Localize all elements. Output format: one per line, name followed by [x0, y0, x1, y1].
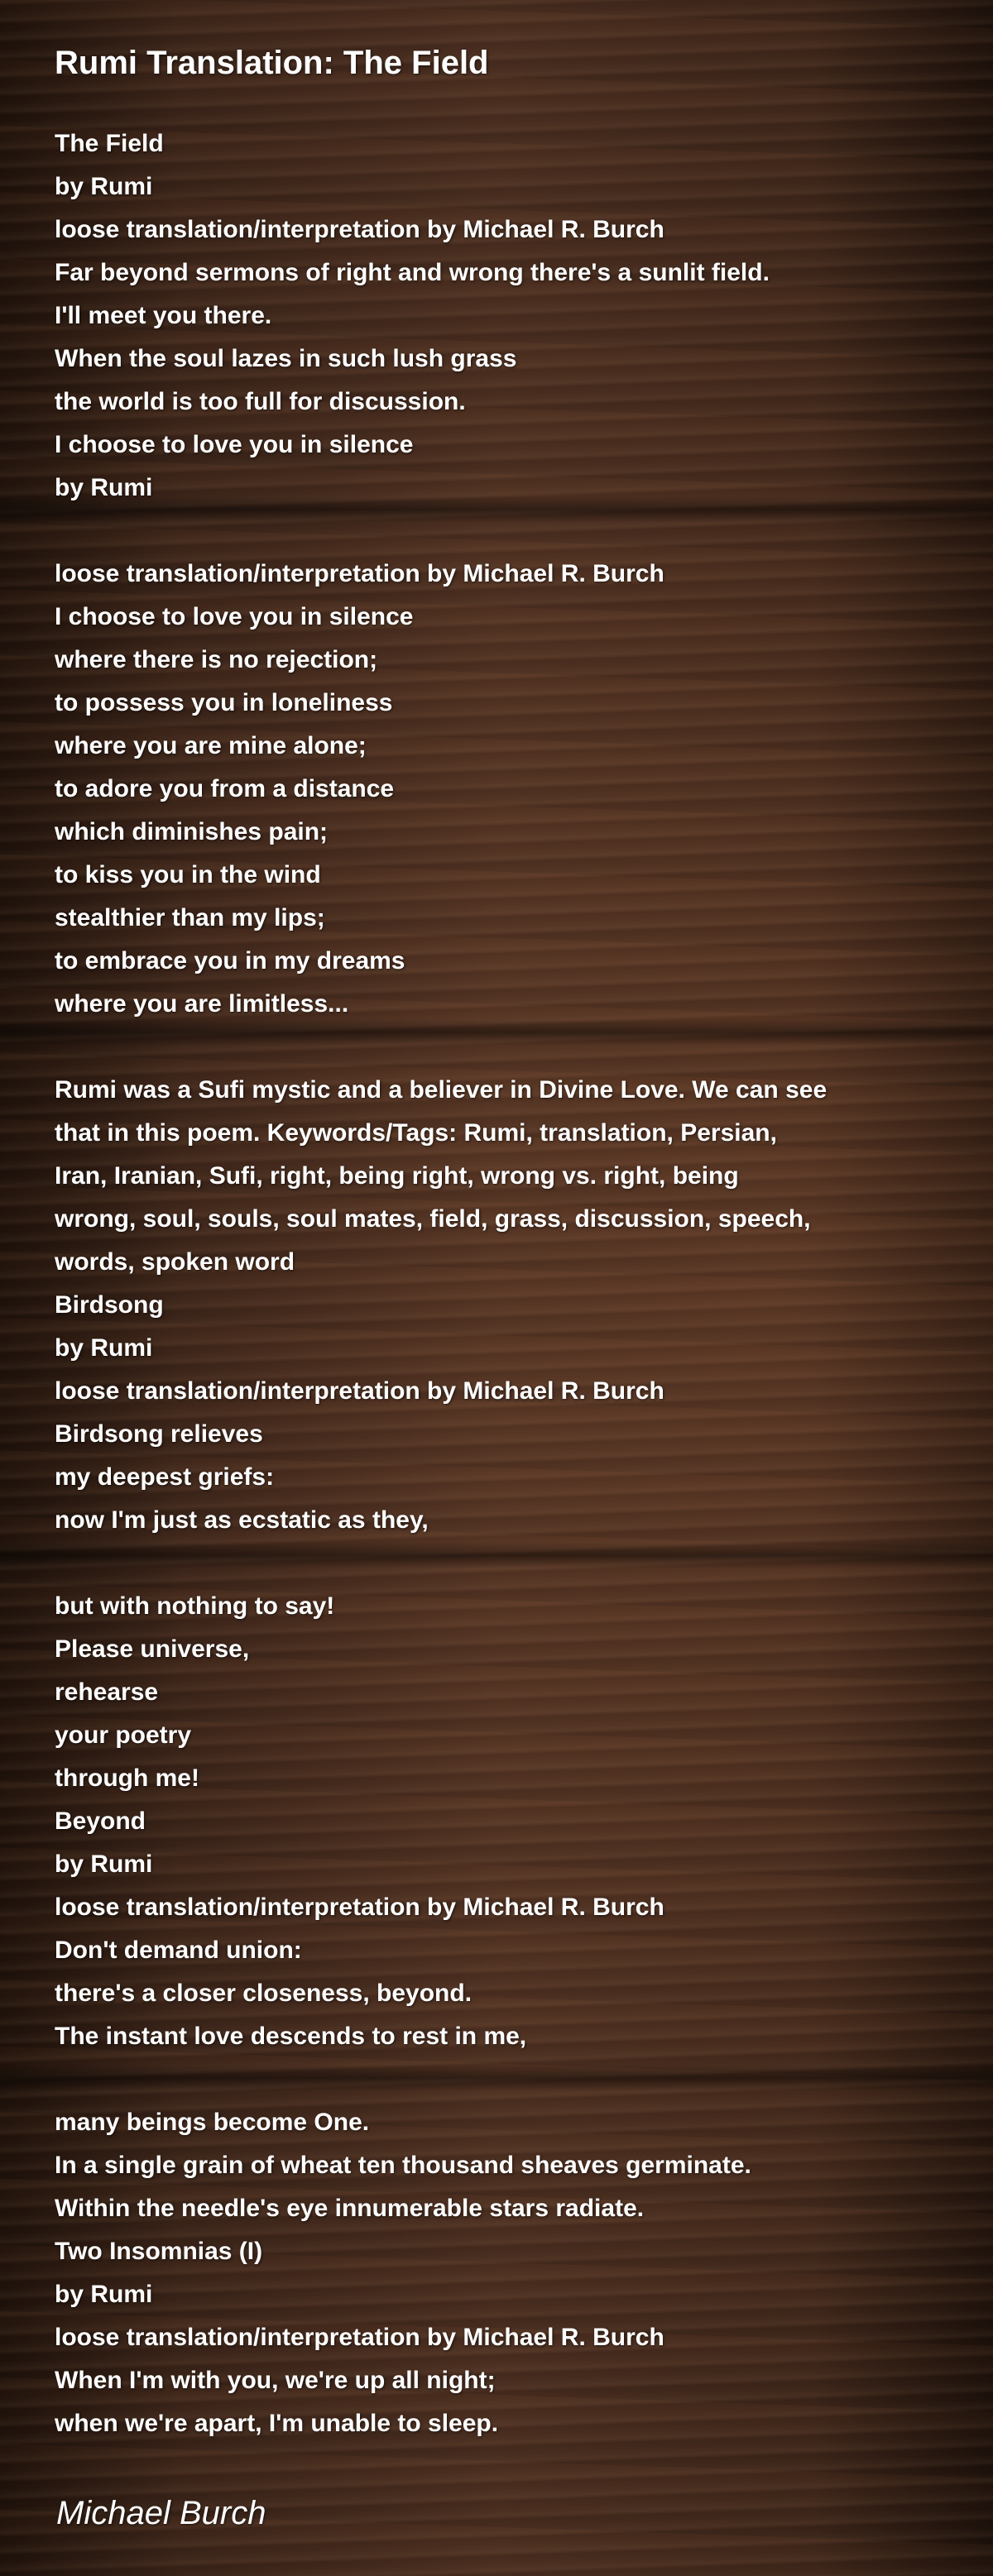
- poem-line: I choose to love you in silence: [55, 431, 414, 458]
- poem-line: but with nothing to say!: [55, 1592, 335, 1620]
- poem-line: your poetry: [55, 1721, 192, 1749]
- poem-line: loose translation/interpretation by Michael R. Burch: [55, 560, 664, 587]
- poem-line: to kiss you in the wind: [55, 861, 321, 888]
- poem-line: In a single grain of wheat ten thousand sheaves germinate.: [55, 2152, 751, 2179]
- poem-line: rehearse: [55, 1678, 159, 1706]
- poem-line: When I'm with you, we're up all night;: [55, 2367, 496, 2394]
- poem-line: now I'm just as ecstatic as they,: [55, 1506, 429, 1534]
- poem-line: to adore you from a distance: [55, 775, 395, 802]
- poem-line: Birdsong: [55, 1291, 164, 1319]
- poem-line: I'll meet you there.: [55, 302, 272, 329]
- poem-line: Far beyond sermons of right and wrong there's a sunlit field.: [55, 259, 770, 286]
- poem-line: Within the needle's eye innumerable stars radiate.: [55, 2195, 645, 2222]
- poem-line: loose translation/interpretation by Michael R. Burch: [55, 216, 664, 243]
- author-signature: Michael Burch: [56, 2495, 266, 2531]
- poem-line: there's a closer closeness, beyond.: [55, 1980, 473, 2007]
- poem-line: loose translation/interpretation by Michael R. Burch: [55, 1377, 664, 1405]
- poem-line: by Rumi: [55, 474, 153, 501]
- poem-line: wrong, soul, souls, soul mates, field, grass, discussion, speech,: [55, 1205, 811, 1233]
- poem-line: by Rumi: [55, 1851, 153, 1878]
- poem-line: where you are limitless...: [55, 990, 349, 1017]
- poem-line: The Field: [55, 130, 164, 157]
- poem-line: where you are mine alone;: [55, 732, 367, 759]
- poem-body: [55, 122, 948, 2445]
- poem-line: through me!: [55, 1764, 199, 1792]
- poem-line: loose translation/interpretation by Michael R. Burch: [55, 2324, 664, 2351]
- poem-line: words, spoken word: [55, 1248, 295, 1276]
- poem-line: by Rumi: [55, 1334, 153, 1362]
- poem-line: loose translation/interpretation by Michael R. Burch: [55, 1894, 664, 1921]
- poem-line: to embrace you in my dreams: [55, 947, 405, 974]
- blank-line: [55, 2058, 948, 2101]
- poem-line: Beyond: [55, 1808, 146, 1835]
- poem-line: stealthier than my lips;: [55, 904, 325, 931]
- poem-line: Iran, Iranian, Sufi, right, being right, wrong vs. right, being: [55, 1162, 739, 1190]
- blank-line: [55, 1026, 948, 1069]
- page-title: Rumi Translation: The Field: [55, 45, 489, 81]
- poem-line: by Rumi: [55, 2281, 153, 2308]
- poem-line: Rumi was a Sufi mystic and a believer in Divine Love. We can see: [55, 1076, 828, 1104]
- poem-line: where there is no rejection;: [55, 646, 378, 673]
- poem-line: When the soul lazes in such lush grass: [55, 345, 517, 372]
- poem-line: that in this poem. Keywords/Tags: Rumi, translation, Persian,: [55, 1119, 777, 1147]
- poem-line: which diminishes pain;: [55, 818, 329, 845]
- poem-line: Birdsong relieves: [55, 1420, 263, 1448]
- poem-line: I choose to love you in silence: [55, 603, 414, 630]
- poem-line: by Rumi: [55, 173, 153, 200]
- poem-line: when we're apart, I'm unable to sleep.: [55, 2410, 499, 2437]
- poem-line: The instant love descends to rest in me,: [55, 2023, 527, 2050]
- poem-line: to possess you in loneliness: [55, 689, 393, 716]
- poem-line: Don't demand union:: [55, 1937, 302, 1964]
- blank-line: [55, 1542, 948, 1585]
- poem-line: Please universe,: [55, 1635, 250, 1663]
- poem-line: the world is too full for discussion.: [55, 388, 466, 415]
- poem-line: my deepest griefs:: [55, 1463, 275, 1491]
- poem-line: many beings become One.: [55, 2109, 370, 2136]
- poem-line: Two Insomnias (I): [55, 2238, 263, 2265]
- blank-line: [55, 510, 948, 553]
